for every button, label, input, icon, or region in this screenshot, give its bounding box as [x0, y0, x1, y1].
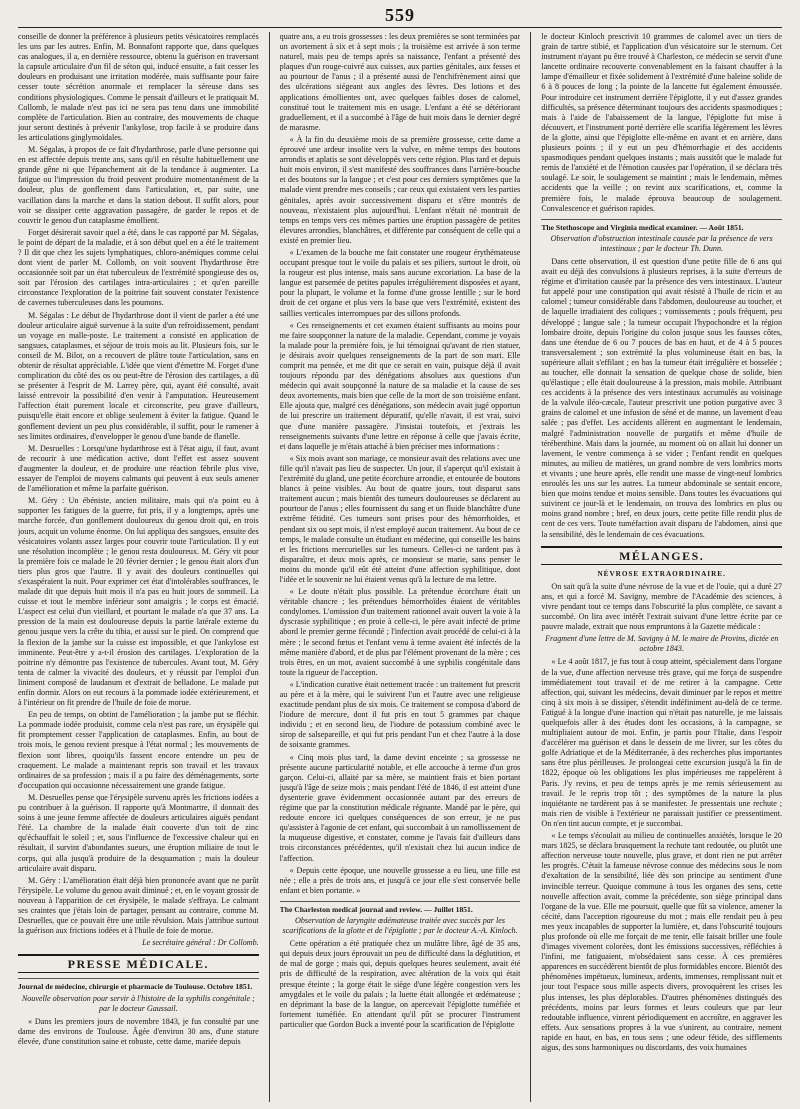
column-divider [269, 32, 270, 1102]
col1-paragraph: « Dans les premiers jours de novembre 1843, je fus consulté par une dame des environs de Toulouse. Âgée d'environ 30 ans, d'une stature élevée, d'une constitution saine et robuste, cette dame, mariée depuis [18, 1016, 259, 1046]
col3-paragraph: « Le temps s'écoulait au milieu de continuelles anxiétés, lorsque le 20 mars 1825, se déclara brusquement la rechute tant redoutée, ou plutôt une affection nerveuse toute nouvelle, plus grave, et dont rien ne put arrêter les progrès. C'était la fameuse névrose connue des médecins sous le nom d'exaltation de la sensibilité, liée dès son principe au sentiment d'une invincible terreur. Quoique commune à tous les organes des sens, cette nouvelle affection avait, comme la précédente, son siège principal dans l'organe de la vue. Elle me poursuit, quelle que fût sa violence, amener la cécité, dans l'acception rigoureuse du mot ; mais elle rendait peu à peu mes yeux incapables de supporter la lumière, et, dans l'obscurité toujours plus profonde où elle me forçait de me tenir, elle faisait briller une foule d'images vivement colorées, dont les émissions successives, réfléchies à l'infini, me fatiguaient, m'obsédaient sans cesse. À ces premières apparences en succédèrent bientôt de plus formidables encore. Bientôt des phénomènes impétueux, lumineux, ardents, immenses, remplissant nuit et jour tout l'espace sous mille aspects divers, provoquèrent les crises les plus intenses, les plus déplorables. D'autres phénomènes distingués des précédents, moins par leurs formes et leurs couleurs que par leur redoutable influence, vinrent périodiquement en accroître, en aggraver les effets. Aux sensations propres à la vue s'unirent, au contraire, nement rapide en haut, en bas, en tous sens ; une odeur fétide, des sifflements aigus, des sons harmoniques ou discordants, des voix humaines [541, 831, 782, 1052]
col2-paragraph: « Le doute n'était plus possible. La prétendue écorchure était un véritable chancre ; les prétendues hémorrhoïdes étaient de véritables condylomes. L'omission d'un traitement rationnel avait ouvert la voie à la dyscrasie syphilitique ; en proie à celle-ci, le père avait infecté de prime abord le premier germe fécondé ; l'infection avait procédé de celui-ci à la mère ; le second fœtus et l'enfant venu à terme avaient été infectés de la même manière d'abord, et de plus par l'élément provenant de la mère ; ces trois êtres, en un mot, avaient succombé à une syphilis congénitale dans toute la rigueur de l'acception. [279, 587, 521, 677]
journal-heading: Journal de médecine, chirurgie et pharmacie de Toulouse. Octobre 1851. [18, 978, 259, 992]
col1-paragraph: M. Géry : L'amélioration était déjà bien prononcée avant que ne parût l'érysipèle. Le volume du genou avait diminué ; et, en le voyant grossir de nouveau à l'apparition de cet érysipèle, le malade s'effraya. Le calmant ses craintes que j'étais loin de partager, pensant au contraire, comme M. Desruelles, que ce pouvait être une utile révulsion. Mais j'attribue surtout la guérison aux frictions iodées et à l'huile de foie de morue. [18, 875, 259, 936]
text-columns [18, 32, 782, 1102]
section-title-melanges: MÉLANGES. [541, 546, 782, 565]
col1-paragraph: M. Ségalas, à propos de ce fait d'hydarthrose, parle d'une personne qui en est affectée depuis trente ans, sans qu'il en résulte habituellement une grande gêne ni que l'épanchement ait de la tendance à augmenter. La fatigue ou l'impression du froid peuvent produire momentanément de la douleur, plus de gonflement dans l'articulation, et, par suite, une vacillation dans la marche et dans la station debout. Il suffit alors, pour voir se dissiper cette aggravation passagère, de garder le repos et de couvrir le genou d'un cataplasme émollient. [18, 145, 259, 225]
journal-heading: The Charleston medical journal and review. — Juillet 1851. [280, 901, 521, 915]
letter-title: Fragment d'une lettre de M. Savigny à M. le maire de Provins, dictée en octobre 1843. [545, 634, 779, 654]
col1-paragraph: M. Ségalas : Le début de l'hydarthrose dont il vient de parler a été une douleur articulaire aiguë survenue à la suite d'un refroidissement, pendant un voyage en malle-poste. Le traitement a consisté en application de sangsues, cataplasmes, et séjour de trois mois au lit. Plusieurs fois, sur le conseil de M. Bilot, on a recouvert de plâtre toute l'articulation, sans en obtenir de résultat appréciable. L'idée que vient d'émettre M. Forget d'une complication du côté des os ou peut-être de l'érosion des cartilages, a dû se présenter à l'esprit de M. Larrey père, qui, ayant été consulté, avait laissé entrevoir la possibilité d'en venir à l'amputation. Heureusement l'affection était purement locale et circonscrite, peu grave d'ailleurs, puisqu'elle était encore et oblige seulement à éviter la fatigue. Quand le gonflement devient un peu plus considérable, il suffit, pour le ramener à ses limites ordinaires, d'envelopper le genou d'une bande de flanelle. [18, 310, 259, 441]
column-divider [530, 32, 531, 1102]
col1-paragraph: M. Desruelles pense que l'érysipèle survenu après les frictions iodées a pu contribuer à la guérison. Il rapporte qu'à Montmartre, il donnait des soins à une jeune femme affectée de douleurs articulaires aiguës pendant l'été. La chambre de la malade était couverte d'un toit de zinc qu'échauffait le soleil ; et, sous l'influence de l'excessive chaleur qui en résultait, il survint d'abondantes sueurs, une éruption miliaire de tout le corps, qui alla jusqu'à produire de la desquamation ; mais la douleur articulaire avait disparu. [18, 792, 259, 873]
observation-title: Nouvelle observation pour servir à l'histoire de la syphilis congénitale ; par le docteur Gaussail. [21, 993, 255, 1013]
col3-paragraph: On sait qu'à la suite d'une névrose de la vue et de l'ouïe, qui a duré 27 ans, et qui a forcé M. Savigny, membre de l'Académie des sciences, à vivre pendant tout ce temps dans l'obscurité la plus complète, ce savant a succombé. On lira avec intérêt l'extrait suivant d'une lettre écrite par ce pauvre malade, extrait que nous empruntons à la Gazette médicale : [541, 581, 782, 632]
col3-paragraph: Dans cette observation, il est question d'une petite fille de 6 ans qui avait eu déjà des convulsions à plusieurs reprises, à la suite d'erreurs de régime et d'irritation causée par la présence des vers intestinaux. L'auteur fut appelé pour une constipation qui avait résisté à l'huile de ricin et au calomel ; tumeur considérable dans l'abdomen, douloureuse au toucher, et de laquelle irradiaient des coliques ; vomissements ; pouls fréquent, peu développé ; langue sale ; la tumeur occupait l'hypochondre et la région lombaire droite, depuis l'origine du colon jusque sous les fausses côtes, dans une étendue de 6 ou 7 pouces de bas en haut, et de 4 à 5 pouces transversalement ; son extrémité la plus volumineuse était en bas, la supérieure allait s'effilant ; en bas la tumeur était irrégulière et bosselée ; au toucher, elle donnait la sensation de quelque chose de solide, bien qu'élastique ; elle était douloureuse à la pression, mais mobile. Attribuant ces accidents à la présence des vers intestinaux accumulés au voisinage de la valvule iléo-cæcale, l'auteur prescrivit une potion purgative avec 3 grains de calomel et une infusion de séné et de manne, un lavement d'eau salée ; pas d'effet. Les accidents allèrent en augmentant le lendemain, malgré l'administration nouvelle de purgatifs et même d'huile de térébenthine. Mais dans la journée, au moment où on allait lui donner un lavement, le ventre commença à se vider ; l'enfant rendit en quelques minutes, au milieu de matières, un grand nombre de vers lombrics morts et vivants ; une heure après, elle rendit une masse de vingt-neuf lombrics enroulés les uns sur les autres. La tumeur abdominale se sentait encore, bien que moins tendue et moins sensible. Dans toutes les évacuations qui suivirent ce jour-là et le lendemain, on trouva des lombrics en plus ou moins grand nombre ; bref, en deux jours, cette petite fille rendit plus de cent de ces vers. Toute tuméfaction avait disparu de l'abdomen, ainsi que la sensibilité, dès le lendemain de ces évacuations. [541, 256, 782, 539]
col2-paragraph: quatre ans, a eu trois grossesses : les deux premières se sont terminées par un avortement à six et à sept mois ; la troisième est arrivée à son terme naturel, mais peu de temps après sa naissance, l'enfant a présenté des plaques d'un rouge-cuivré aux cuisses, aux parties génitales, aux fesses et au pourtour de l'anus ; il a présenté aussi de l'enchifrènement ainsi que des ulcérations siégeant aux angles des lèvres. Des lotions et des applications émollientes ont, avec quelques faibles doses de calomel, constitué tout le traitement mis en usage. L'enfant a été se détériorant graduellement, et il a succombé à l'âge de huit mois dans le dernier degré de marasme. [279, 32, 521, 132]
col1-paragraph: Forget désirerait savoir quel a été, dans le cas rapporté par M. Ségalas, le point de départ de la maladie, et à son début quel en a été le traitement ? Il dit que chez les sujets lymphatiques, chloro-anémiques comme celui dont vient de parler M. Collomb, on voit souvent l'hydarthrose être occasionnée soit par un état tuberculeux de l'extrémité spongieuse des os, soit par l'érosion des cartilages intra-articulaires ; et qu'en pareille circonstance l'exploration de la poitrine fait souvent constater l'existence de cavernes tuberculeuses dans les poumons. [18, 227, 259, 308]
col2-paragraph: « Ces renseignements et cet examen étaient suffisants au moins pour me faire soupçonner la nature de la maladie. Cependant, comme je voyais la malade pour la première fois, je lui témoignai qu'avant de rien statuer, je désirais avoir quelques renseignements de la part de son mari. Elle comprit ma pensée, et me dit que ce serait en vain, puisque déjà il avait toujours répondu par des dénégations absolues aux questions d'un médecin qui avait soupçonné la nature de sa maladie et la cause de ses deux avortements, mais bien que celle de la mort de son troisième enfant. Elle ajouta que, malgré ces dénégations, son médecin avait jugé opportun de lui prescrire un traitement dépuratif, qu'elle n'avait, il est vrai, suivi que d'une manière passagère. J'insistai toutefois, et j'extrais les renseignements suivants d'une lettre en réponse à celle que j'avais écrite, et dans laquelle je m'étais attaché à bien préciser mes informations : [279, 320, 521, 451]
page-number: 559 [385, 5, 415, 25]
journal-heading: The Stethoscope and Virginia medical examiner. — Août 1851. [541, 219, 782, 233]
subsection-title-nevrose: NÉVROSE EXTRAORDINAIRE. [597, 569, 726, 578]
col1-paragraph: M. Géry : Un ébéniste, ancien militaire, mais qui n'a point eu à supporter les fatigues de la guerre, fut pris, il y a longtemps, après une marche forcée, d'un gonflement douloureux du genou droit qui, en trois jours, acquit un volume énorme. On lui appliqua des sangsues, ensuite des vésicatoires volants assez larges pour couvrir toute l'articulation. Il y eut une résolution incomplète ; le genou resta douloureux. M. Géry vit pour la première fois ce malade le 20 février dernier ; le genou était alors d'un tiers plus gros que l'autre. Il y avait des douleurs continuelles qui s'exaspéraient la nuit. Pour exprimer cet état d'intolérables souffrances, le malade dit que depuis huit mois il n'a pas eu huit jours de sommeil. La cuisse et tout le membre inférieur sont amaigris ; le corps est émacié. L'aspect est celui d'un vieillard, et pourtant le malade n'a que 37 ans. La pression de la main est douloureuse depuis la partie latérale externe du genou jusque vers la crête du tibia, et aussi sur le pied. On comprend que la flexion de la jambe sur la cuisse est impossible, et que l'ankylose est imminente. Peut-être y a-t-il érosion des cartilages. L'exploration de la poitrine n'y démontre pas l'existence de tubercules. Avant tout, M. Géry tenta de calmer la vivacité des douleurs, et y réussit par l'emploi d'un liniment composé de laudanum et d'extrait de belladone. Le malade put enfin dormir. Alors on eut recours à la pommade iodée extérieurement, et à l'intérieur on fit prendre de l'huile de foie de morue. [18, 496, 259, 708]
col3-paragraph: le docteur Kinloch prescrivit 10 grammes de calomel avec un tiers de grain de tartre stibié, et l'application d'un vésicatoire sur le sternum. Cet instrument n'ayant pu être trouvé à Charleston, ce médecin se servit d'une lancette ordinaire recouverte convenablement en la faisant chauffer à la lampe d'émailleur et fixée solidement à l'extrémité d'une baleine solide de 6 à 8 pouces de long ; la pointe de la lancette fut également émoussée. Pour introduire cet instrument derrière l'épiglotte, il y eut d'assez grandes difficultés, sa présence déterminant toujours des accidents spasmodiques ; mais à l'aide de l'abaissement de la langue, l'épiglotte fut mise à découvert, et l'instrument porté derrière elle scarifia légèrement les lèvres de la glotte, ainsi que l'épiglotte elle-même en avant et en arrière, dans plusieurs points ; il y eut un peu d'hémorrhagie et des accidents spasmodiques pendant quelques instants ; mais aussitôt que le malade fut remis de l'anxiété et de l'émotion causées par l'opération, il se déclara très soulagé. Le soir, le soulagement se maintint ; mais le lendemain, mêmes accidents que la veille ; on revint aux scarifications, et, comme la première fois, le malade éprouva beaucoup de soulagement. Convalescence et guérison rapides. [541, 32, 782, 213]
column-2 [280, 32, 521, 1102]
secretary-signature: Le secrétaire général : Dr Collomb. [142, 938, 259, 948]
col2-paragraph: Cette opération a été pratiquée chez un mulâtre libre, âgé de 35 ans, qui depuis deux jours éprouvait un peu de difficulté dans la déglutition, et de mal de gorge ; mais qui, depuis quelques heures seulement, avait été pris de difficulté de la respiration, avec altération de la voix qui était presque éteinte ; la gorge était le siège d'une légère congestion vers les amygdales et le voile du palais ; la luette était allongée et œdémateuse ; en déprimant la base de la langue, on apercevait l'épiglotte tuméfiée et fortement tuméfiée. En attendant qu'il pût se procurer l'instrument particulier que Gordon Buck a inventé pour la scarification de l'épiglotte [279, 939, 521, 1029]
col2-paragraph: « Cinq mois plus tard, la dame devint enceinte ; sa grossesse ne présente aucune particularité notable, et elle accouche à terme d'un gros garçon. Celui-ci, allaité par sa mère, se maintient frais et bien portant jusqu'à l'âge de seize mois ; mais pendant l'été de 1846, il est atteint d'une dysenterie grave évidemment occasionnée autant par des erreurs de régime que par la constitution médicale régnante. Mandé par le père, qui redoute encore ici quelques conséquences de son erreur, je ne pus qu'assister à l'agonie de cet enfant, qui succombait à un ramollissement de la muqueuse digestive, et constater, comme je l'avais fait d'ailleurs dans trois circonstances précédentes, qu'il n'existait chez lui aucun indice de l'affection. [279, 752, 521, 863]
column-1 [18, 32, 259, 1102]
header-rule [18, 27, 782, 28]
observation-title: Observation d'obstruction intestinale causée par la présence de vers intestinaux ; par le docteur Th. Dunn. [550, 233, 773, 253]
observation-title: Observation de laryngite œdémateuse traitée avec succès par les scarifications de la glotte et de l'épiglotte ; par le docteur A.-A. Kinloch. [282, 915, 518, 936]
col1-paragraph: M. Desruelles : Lorsqu'une hydarthrose est à l'état aigu, il faut, avant de recourir à une médication active, dont l'effet est assez souvent d'augmenter la douleur, et de produire une réaction fébrile plus vive, essayer de l'emploi de moyens calmants qui peuvent à eux seuls amener de l'amélioration et même la parfaite guérison. [18, 443, 259, 494]
col2-paragraph: « Six mois avant son mariage, ce monsieur avait des relations avec une fille qu'il n'avait pas lieu de suspecter. Un jour, il s'aperçut qu'il existait à l'extrémité du gland, une petite écorchure arrondie, et entourée de boutons blancs à peine visibles. Au bout de quatre jours, tout disparut sans traitement aucun ; mais bientôt des tumeurs douloureuses se déclarent au pourtour de l'anus ; elles fournissent du sang et un fluide blanchâtre d'une extrême fétidité. Ces tumeurs sont prises pour des hémorrhoïdes, et pendant six ou sept mois, il n'est employé aucun traitement. Au bout de ce temps, le malade consulte un étudiant en médecine, qui conseille les bains et les frictions mercurielles sur les tumeurs. Celles-ci ne tardent pas à disparaître, et deux mois après, ce monsieur se marie, sans penser le moins du monde qu'il eût été atteint d'une affection syphilitique, dont l'idée et le souvenir ne lui étaient venus qu'à la lecture de ma lettre. [279, 453, 521, 584]
col2-paragraph: « L'examen de la bouche me fait constater une rougeur érythémateuse occupant presque tout le voile du palais et ses piliers, surtout le droit, où la rougeur est plus intense, mais sans aucune excoriation. La base de la langue est parsemée de petites papules irrégulièrement disposées et ayant, pour la plupart, le volume et la forme d'une grosse lentille ; sur le bord droit de cet organe et plus vers la base que vers l'extrémité, existent des saillies verticales interrompues par des sillons profonds. [279, 247, 521, 318]
col2-paragraph: « À la fin du deuxième mois de sa première grossesse, cette dame a éprouvé une ardeur insolite vers la vulve, en même temps des boutons arrondis et aplatis se sont développés vers cette région. Plus tard et depuis huit mois environ, il s'est manifesté des souffrances dans l'arrière-bouche et des boutons sur la langue ; et c'est pour ces derniers symptômes que la malade vient prendre mes conseils ; car ceux qui existaient vers les parties génitales, après avoir successivement disparu et s'être montrés de nouveau, n'existaient plus aujourd'hui. L'enfant n'était né montrait de temps en temps vers ces mêmes parties une éruption passagère de petites élevures arrondies, blanchâtres, et différente par conséquent de celle qui a existé en premier lieu. [279, 134, 521, 245]
col2-paragraph: « Depuis cette époque, une nouvelle grossesse a eu lieu, une fille est née ; elle a près de trois ans, et jusqu'à ce jour elle s'est conservée belle enfant et bien portante. » [279, 865, 521, 895]
column-3 [541, 32, 782, 1102]
col3-paragraph: « Le 4 août 1817, je fus tout à coup atteint, spécialement dans l'organe de la vue, d'une affection nerveuse très grave, qui me força de suspendre immédiatement tout travail et de me retirer à la campagne. Cette affection, qui, suivant les médecins, devait diminuer par le repos et mettre cinq à six mois à se dissiper, s'étendit indéfiniment au-delà de ce terme. Fatigué à la longue d'une inaction qui n'était pas naturelle, je me laissais quelquefois aller à des études dont les occasions, à la campagne, se multipliaient autour de moi. Enfin, je partis pour l'Italie, dans l'espoir d'accélérer ma guérison et dans le dessein de me livrer, sur les côtes du golfe Adriatique et de la Méditerranée, à des recherches plus importantes sans être plus périlleuses. Je prolongeai cette excursion jusqu'à la fin de 1822, époque où les obligations les plus impérieuses me rappelèrent à Paris. J'y revins, et peu de temps après je me remis sérieusement au travail. Je le repris trop tôt ; des symptômes de la nature la plus inquiétante ne tardèrent pas à se manifester. Je pressentais une rechute ; mais rien de visible à l'extérieur ne paraissait justifier ce pressentiment. On n'en tint aucun compte, et je succombai. [541, 657, 782, 828]
col1-paragraph: conseille de donner la préférence à plusieurs petits vésicatoires remplacés les uns par les autres. Enfin, M. Bonnafont rapporte que, dans quelques cas analogues, il a, en dernière ressource, obtenu la guérison en traversant la capsule articulaire d'un fil de séton qui, inducé ensuite, a fait cesser les douleurs en produisant une irritation modérée, mais suffisante pour faire cesser toute sécrétion anormale et remplacer la séreuse dans ses conditions physiologiques. Comme le pensait d'ailleurs et le pratiquait M. Collomb, le malade n'est pas ici ne sera pas tenu dans une immobilité complète de l'articulation. Bien au contraire, des mouvements de chaque jour seront destinés à prévenir l'ankylose, trop facile à se produire dans les articulations ginglymoïdales. [18, 32, 259, 142]
section-title-presse-medicale: PRESSE MÉDICALE. [18, 954, 259, 973]
col1-paragraph: En peu de temps, on obtint de l'amélioration ; la jambe put se fléchir. La pommade iodée produisit, comme cela n'est pas rare, un érysipèle qui fit promptement cesser l'application de cataplasmes. Enfin, au bout de trois mois, le genou revient presque à l'état normal ; les mouvements de flexion sont libres, quoiqu'ils fassent encore entendre un peu de craquement. Le malade a maintenant repris son travail et les travaux ordinaires de sa profession ; mais il a pu faire des déménagements, sorte d'occupation qui occasionne nécessairement une grande fatigue. [18, 710, 259, 790]
col2-paragraph: « L'indication curative était nettement tracée : un traitement fut prescrit au père et à la mère, qui le suivirent l'un et l'autre avec une religieuse exactitude pendant plus de six mois. Ce traitement se composa d'abord de l'iodure de mercure, dont il fut pris en tout 5 grammes par chaque individu ; et en second lieu, de l'iodure de potassium combiné avec le sirop de salsepareille, et qui fut pris pendant l'un et chez l'autre à la dose de soixante grammes. [279, 679, 521, 750]
